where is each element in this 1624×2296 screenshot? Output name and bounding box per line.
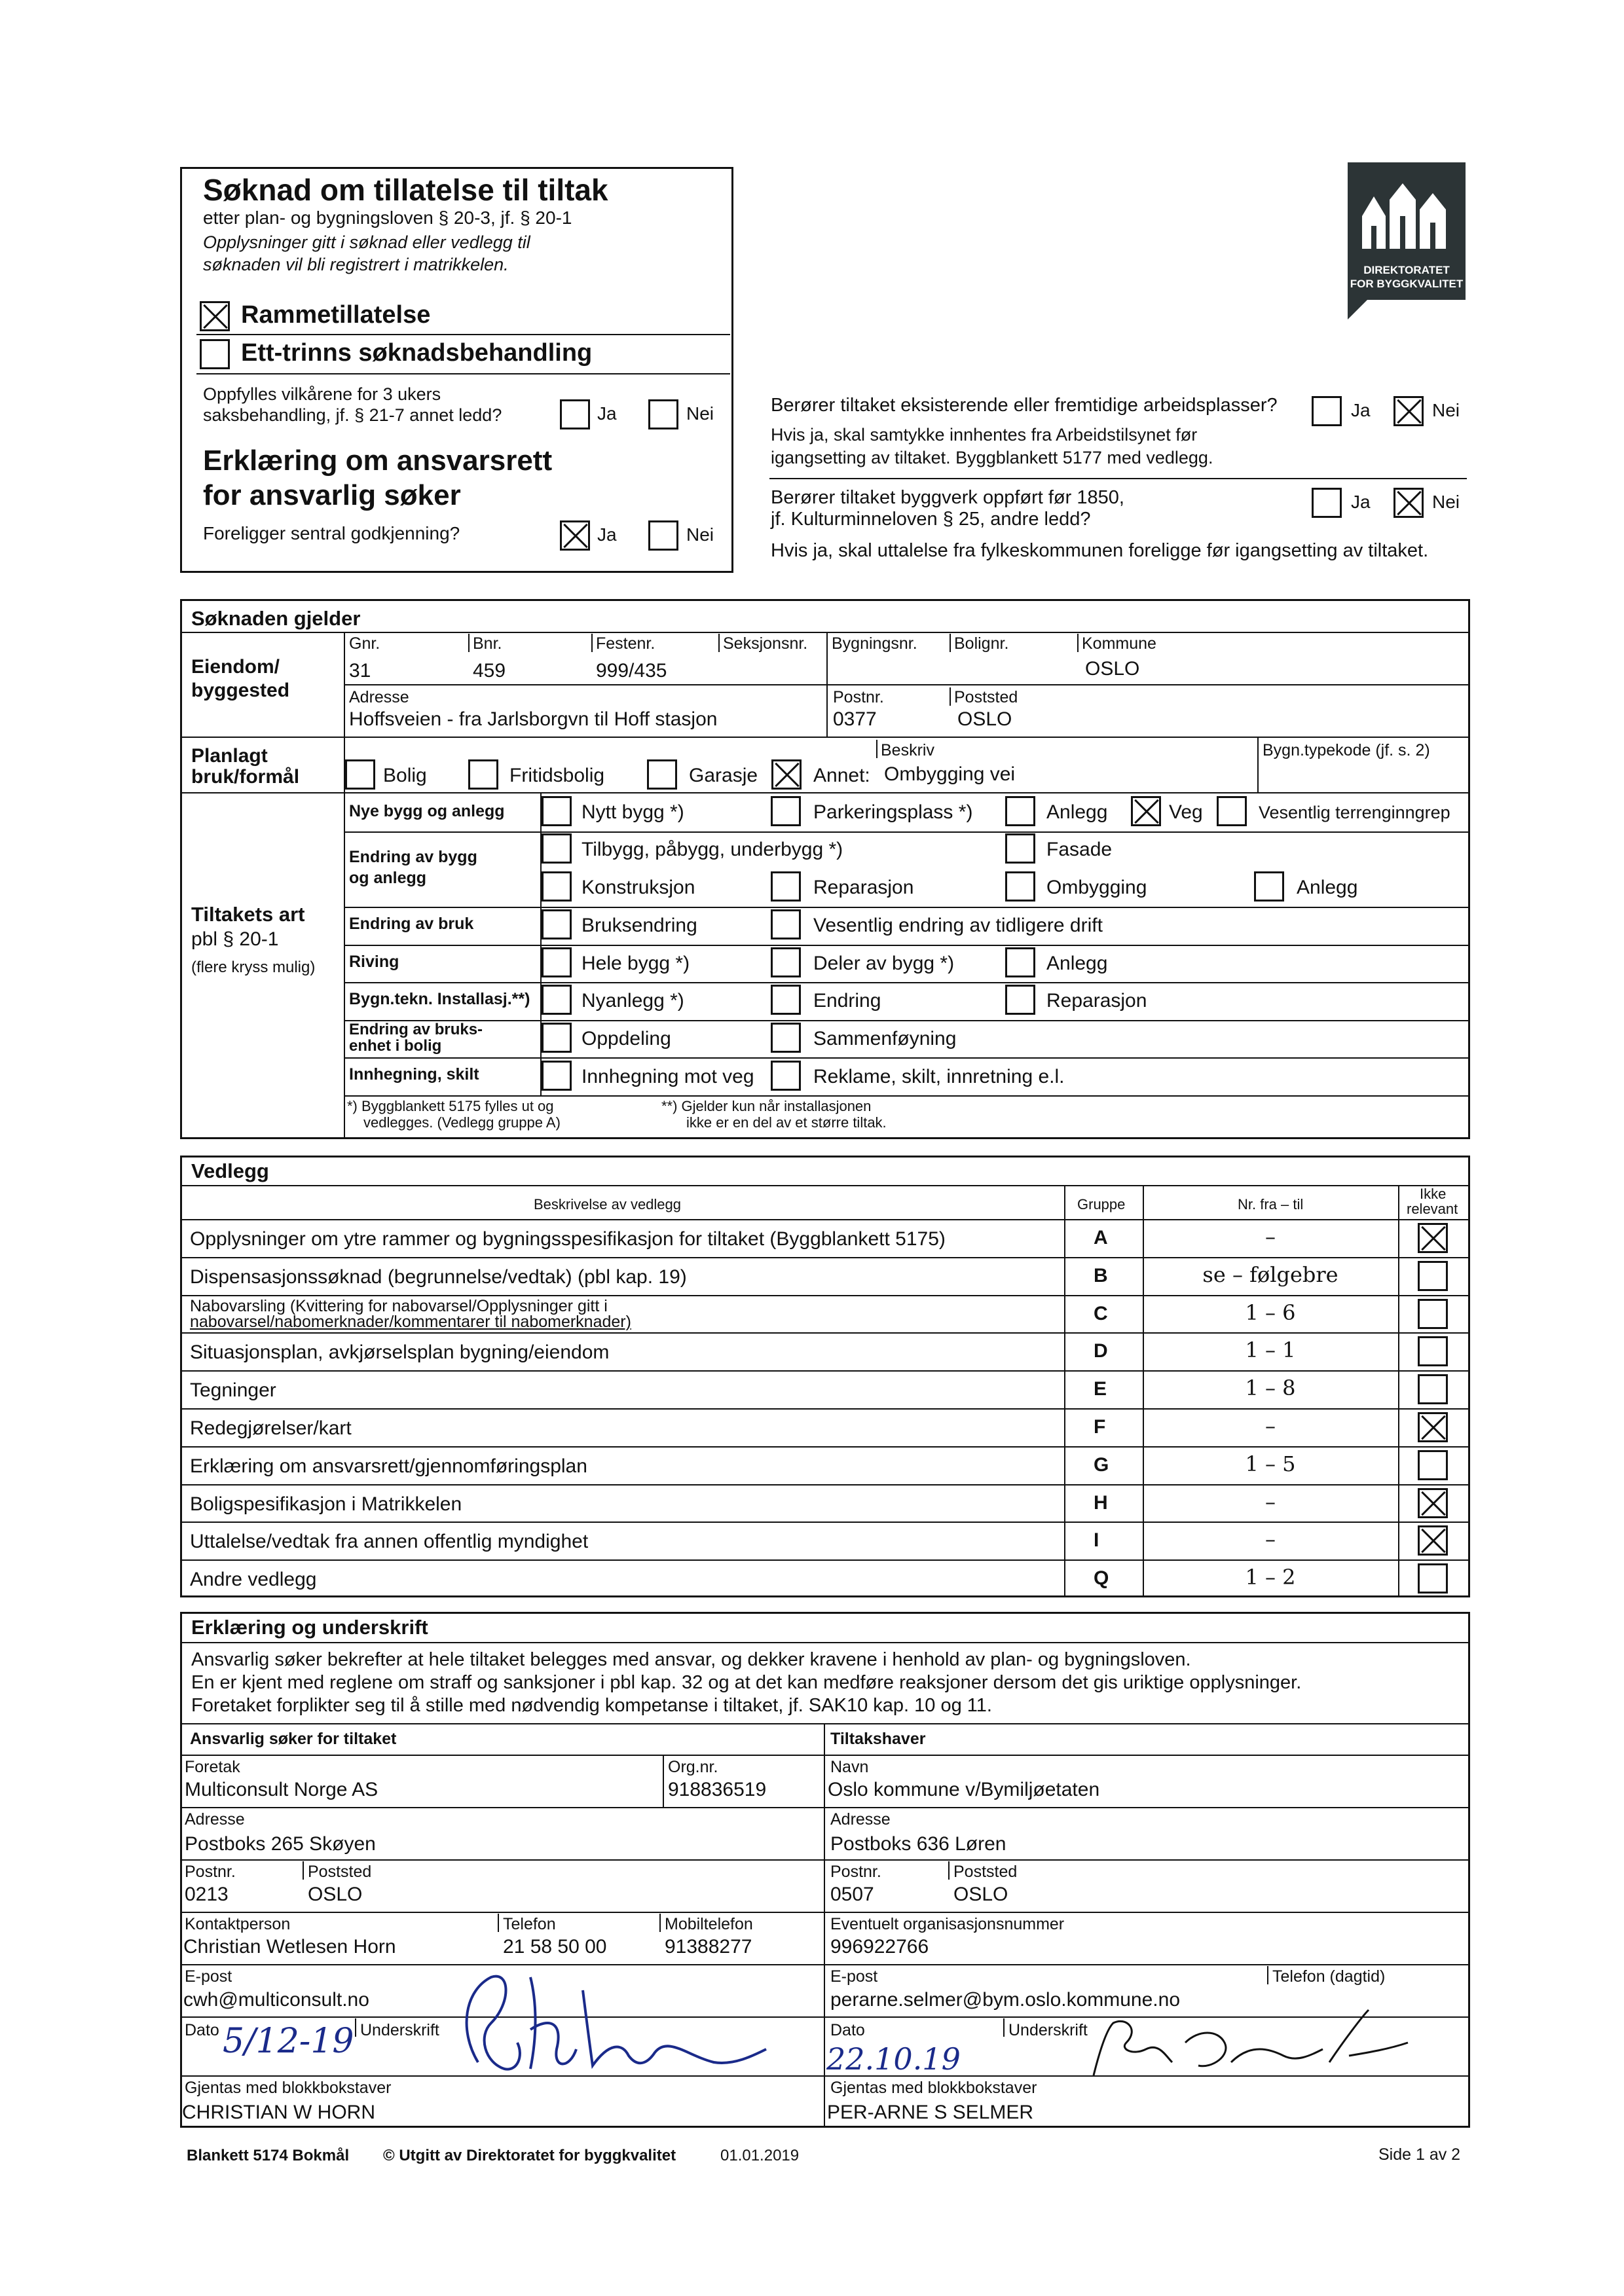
innhegning-veg-checkbox[interactable] bbox=[542, 1061, 572, 1091]
annet-checkbox[interactable] bbox=[771, 759, 802, 790]
vedlegg-nr[interactable]: – bbox=[1265, 1527, 1276, 1552]
byggverk-ja-checkbox[interactable] bbox=[1312, 488, 1342, 518]
garasje-checkbox[interactable] bbox=[647, 759, 677, 790]
row-endring-1: Endring av bygg bbox=[349, 848, 477, 866]
festenr-label: Festenr. bbox=[596, 634, 655, 653]
arbeidsplasser-ja-label: Ja bbox=[1351, 400, 1371, 420]
divider bbox=[769, 478, 1467, 479]
divider bbox=[950, 687, 951, 706]
parkeringsplass-checkbox[interactable] bbox=[771, 796, 801, 826]
soker-heading: Ansvarlig søker for tiltaket bbox=[190, 1730, 397, 1748]
tiltak-footnote-1b: vedlegges. (Vedlegg gruppe A) bbox=[363, 1114, 561, 1131]
planlagt-label-1: Planlagt bbox=[191, 745, 268, 767]
arbeidsplasser-nei-label: Nei bbox=[1432, 400, 1460, 420]
bruksendring-checkbox[interactable] bbox=[542, 909, 572, 939]
sentral-ja-label: Ja bbox=[597, 524, 617, 545]
reparasjon-checkbox[interactable] bbox=[771, 871, 801, 902]
fritidsbolig-label: Fritidsbolig bbox=[509, 765, 605, 786]
fritidsbolig-checkbox[interactable] bbox=[468, 759, 498, 790]
erklaering-text-2: En er kjent med reglene om straff og sanksjoner i pbl kap. 32 og at det kan medføre reaksjoner dersom det gis uriktige opplysninger. bbox=[191, 1672, 1302, 1693]
reklame-checkbox[interactable] bbox=[771, 1061, 801, 1091]
garasje-label: Garasje bbox=[689, 765, 758, 786]
arbeidsplasser-nei-checkbox[interactable] bbox=[1393, 396, 1424, 426]
tiltakshaver-postnr-value[interactable]: 0507 bbox=[830, 1884, 874, 1905]
seksjonsnr-label: Seksjonsnr. bbox=[723, 634, 808, 653]
gnr-value[interactable]: 31 bbox=[349, 660, 371, 682]
telefon-value[interactable]: 21 58 50 00 bbox=[503, 1936, 607, 1958]
tiltakshaver-gjentas-label: Gjentas med blokkbokstaver bbox=[830, 2079, 1037, 2097]
reparasjon-install-label: Reparasjon bbox=[1046, 990, 1147, 1011]
divider bbox=[948, 1861, 950, 1880]
vedlegg-nr[interactable]: 1 – 5 bbox=[1245, 1451, 1296, 1476]
soker-dato-label: Dato bbox=[185, 2021, 219, 2039]
tiltakshaver-epost-label: E-post bbox=[830, 1967, 878, 1986]
tiltak-label-1: Tiltakets art bbox=[191, 903, 305, 926]
tiltak-label-2: pbl § 20-1 bbox=[191, 928, 279, 950]
vilkar-question-1: Oppfylles vilkårene for 3 ukers bbox=[203, 384, 441, 404]
col-nr: Nr. fra – til bbox=[1238, 1196, 1304, 1212]
ett-trinns-label: Ett-trinns søknadsbehandling bbox=[241, 339, 593, 367]
erklaering-title-1: Erklæring om ansvarsrett bbox=[203, 445, 553, 477]
orgnr-value[interactable]: 918836519 bbox=[668, 1779, 767, 1800]
arbeidsplasser-hint-1: Hvis ja, skal samtykke innhentes fra Arbeidstilsynet før bbox=[771, 425, 1198, 445]
col-beskrivelse: Beskrivelse av vedlegg bbox=[534, 1196, 682, 1212]
anlegg-label: Anlegg bbox=[1046, 801, 1108, 823]
konstruksjon-checkbox[interactable] bbox=[542, 871, 572, 902]
poststed-label: Poststed bbox=[954, 688, 1018, 706]
divider bbox=[180, 1807, 1470, 1808]
divider bbox=[344, 632, 345, 1139]
vedlegg-gruppe: Q bbox=[1094, 1567, 1109, 1590]
vedlegg-description: Nabovarsling (Kvittering for nabovarsel/Opplysninger gitt i bbox=[190, 1296, 608, 1315]
anlegg-endring-checkbox[interactable] bbox=[1254, 871, 1284, 902]
divider bbox=[1003, 2018, 1005, 2037]
tiltakshaver-adresse-value[interactable]: Postboks 636 Løren bbox=[830, 1833, 1006, 1855]
ikke-relevant-checkbox[interactable] bbox=[1418, 1223, 1448, 1253]
ikke-relevant-checkbox[interactable] bbox=[1418, 1450, 1448, 1480]
logo-line-2: FOR BYGGKVALITET bbox=[1350, 278, 1464, 290]
divider bbox=[344, 1095, 1470, 1097]
planlagt-label-2: bruk/formål bbox=[191, 766, 300, 788]
ombygging-checkbox[interactable] bbox=[1005, 871, 1035, 902]
tiltakshaver-dato-value[interactable]: 22.10.19 bbox=[826, 2041, 961, 2077]
form-title: Søknad om tillatelse til tiltak bbox=[203, 173, 608, 207]
form-subtitle: etter plan- og bygningsloven § 20-3, jf. § 20-1 bbox=[203, 208, 572, 228]
vedlegg-nr[interactable]: 1 – 8 bbox=[1245, 1376, 1296, 1401]
divider bbox=[180, 1332, 1470, 1334]
vedlegg-gruppe: I bbox=[1094, 1529, 1099, 1552]
nyanlegg-label: Nyanlegg *) bbox=[581, 990, 684, 1011]
vedlegg-gruppe: A bbox=[1094, 1227, 1108, 1248]
row-bruksenhet-2: enhet i bolig bbox=[349, 1037, 442, 1055]
sentral-nei-checkbox[interactable] bbox=[648, 520, 678, 551]
ikke-relevant-checkbox[interactable] bbox=[1418, 1299, 1448, 1329]
oppdeling-checkbox[interactable] bbox=[542, 1023, 572, 1053]
divider bbox=[180, 1723, 1470, 1724]
vedlegg-description: Boligspesifikasjon i Matrikkelen bbox=[190, 1493, 462, 1515]
divider bbox=[180, 1964, 1470, 1965]
logo-line-1: DIREKTORATET bbox=[1363, 264, 1450, 276]
bolig-checkbox[interactable] bbox=[345, 759, 375, 790]
vesentlig-endring-label: Vesentlig endring av tidligere drift bbox=[813, 915, 1103, 936]
bygningsnr-label: Bygningsnr. bbox=[832, 634, 917, 653]
tiltak-label-3: (flere kryss mulig) bbox=[191, 958, 316, 976]
row-nye: Nye bygg og anlegg bbox=[349, 802, 505, 820]
divider bbox=[180, 1257, 1470, 1258]
anlegg-riving-checkbox[interactable] bbox=[1005, 947, 1035, 977]
divider bbox=[1267, 1966, 1268, 1984]
divider bbox=[355, 2018, 356, 2037]
orgnr-label: Org.nr. bbox=[668, 1758, 718, 1776]
soknad-heading: Søknaden gjelder bbox=[191, 607, 361, 630]
byggverk-question-1: Berører tiltaket byggverk oppført før 1850, bbox=[771, 487, 1124, 508]
vilkar-ja-checkbox[interactable] bbox=[560, 399, 590, 429]
byggverk-nei-checkbox[interactable] bbox=[1393, 488, 1424, 518]
divider bbox=[180, 737, 1470, 738]
tiltak-footnote-2a: **) Gjelder kun når installasjonen bbox=[661, 1098, 872, 1114]
col-gruppe: Gruppe bbox=[1077, 1196, 1126, 1212]
vedlegg-nr[interactable]: – bbox=[1265, 1413, 1276, 1438]
soker-underskrift-label: Underskrift bbox=[360, 2021, 439, 2039]
divider bbox=[344, 982, 1470, 983]
org-label: Eventuelt organisasjonsnummer bbox=[830, 1915, 1065, 1933]
divider bbox=[950, 634, 951, 652]
ett-trinns-checkbox[interactable] bbox=[200, 339, 230, 369]
divider bbox=[180, 1219, 1470, 1220]
deler-bygg-checkbox[interactable] bbox=[771, 947, 801, 977]
divider bbox=[498, 1914, 499, 1932]
form-note-1: Opplysninger gitt i søknad eller vedlegg til bbox=[203, 232, 530, 252]
divider bbox=[659, 1914, 661, 1932]
ikke-relevant-checkbox[interactable] bbox=[1418, 1525, 1448, 1556]
reklame-label: Reklame, skilt, innretning e.l. bbox=[813, 1066, 1065, 1087]
bolignr-label: Bolignr. bbox=[954, 634, 1009, 653]
bygntypekode-label: Bygn.typekode (jf. s. 2) bbox=[1263, 741, 1430, 759]
dibk-logo bbox=[1348, 162, 1466, 300]
tiltak-footnote-1a: *) Byggblankett 5175 fylles ut og bbox=[347, 1098, 554, 1114]
bnr-label: Bnr. bbox=[473, 634, 502, 653]
vedlegg-gruppe: H bbox=[1094, 1491, 1108, 1514]
divider bbox=[180, 1912, 1470, 1913]
divider bbox=[180, 1446, 1470, 1448]
col-ikke-relevant-1: Ikke bbox=[1420, 1186, 1447, 1202]
erklaering-text-3: Foretaket forplikter seg til å stille med nødvendig kompetanse i tiltaket, jf. SAK10 kap. 10 og 11. bbox=[191, 1695, 992, 1716]
divider bbox=[344, 684, 1470, 685]
ikke-relevant-checkbox[interactable] bbox=[1418, 1374, 1448, 1404]
postnr-label: Postnr. bbox=[833, 688, 884, 706]
eiendom-label-1: Eiendom/ bbox=[191, 656, 280, 678]
vedlegg-gruppe: F bbox=[1094, 1416, 1106, 1438]
divider bbox=[180, 1859, 1470, 1861]
vedlegg-nr[interactable]: 1 – 6 bbox=[1245, 1300, 1296, 1325]
divider bbox=[180, 1484, 1470, 1485]
kommune-label: Kommune bbox=[1082, 634, 1156, 653]
hele-bygg-checkbox[interactable] bbox=[542, 947, 572, 977]
vedlegg-gruppe: G bbox=[1094, 1453, 1109, 1476]
reparasjon-label: Reparasjon bbox=[813, 877, 914, 898]
foretak-label: Foretak bbox=[185, 1758, 240, 1776]
anlegg-endring-label: Anlegg bbox=[1297, 877, 1358, 898]
erklaering-title-2: for ansvarlig søker bbox=[203, 479, 461, 511]
divider bbox=[344, 831, 1470, 833]
tiltakshaver-adresse-label: Adresse bbox=[830, 1810, 891, 1829]
beskriv-label: Beskriv bbox=[881, 741, 934, 759]
sammenfoyning-label: Sammenføyning bbox=[813, 1028, 957, 1049]
tiltakshaver-underskrift-label: Underskrift bbox=[1008, 2021, 1088, 2039]
arbeidsplasser-ja-checkbox[interactable] bbox=[1312, 396, 1342, 426]
soker-epost-value[interactable]: cwh@multiconsult.no bbox=[183, 1989, 369, 2011]
vilkar-question-2: saksbehandling, jf. § 21-7 annet ledd? bbox=[203, 405, 502, 425]
tiltakshaver-poststed-value[interactable]: OSLO bbox=[953, 1884, 1008, 1905]
ikke-relevant-checkbox[interactable] bbox=[1418, 1336, 1448, 1366]
tiltakshaver-dato-label: Dato bbox=[830, 2021, 865, 2039]
veg-checkbox[interactable] bbox=[1131, 796, 1161, 826]
divider bbox=[303, 1861, 304, 1880]
org-value[interactable]: 996922766 bbox=[830, 1936, 929, 1958]
divider bbox=[1064, 1185, 1065, 1597]
tiltakshaver-heading: Tiltakshaver bbox=[830, 1730, 926, 1748]
row-endring-2: og anlegg bbox=[349, 869, 427, 887]
soker-postnr-value[interactable]: 0213 bbox=[185, 1884, 229, 1905]
erklaering-text-1: Ansvarlig søker bekrefter at hele tiltaket belegges med ansvar, og dekker kravene i henhold av plan- og bygningsloven. bbox=[191, 1649, 1191, 1670]
divider bbox=[826, 632, 828, 737]
vedlegg-description: Tegninger bbox=[190, 1379, 276, 1402]
row-innhegning: Innhegning, skilt bbox=[349, 1065, 479, 1084]
row-bruksenhet-1: Endring av bruks- bbox=[349, 1021, 483, 1038]
soker-epost-label: E-post bbox=[185, 1967, 232, 1986]
byggverk-question-2: jf. Kulturminneloven § 25, andre ledd? bbox=[771, 509, 1091, 530]
divider bbox=[180, 1642, 1470, 1643]
endring-checkbox[interactable] bbox=[771, 985, 801, 1015]
tilbygg-label: Tilbygg, påbygg, underbygg *) bbox=[581, 839, 843, 860]
byggverk-hint: Hvis ja, skal uttalelse fra fylkeskommunen foreligge før igangsetting av tiltaket. bbox=[771, 540, 1429, 561]
vedlegg-description: Situasjonsplan, avkjørselsplan bygning/eiendom bbox=[190, 1341, 610, 1364]
vedlegg-gruppe: C bbox=[1094, 1302, 1108, 1324]
rammetillatelse-label: Rammetillatelse bbox=[241, 301, 431, 329]
soker-gjentas-label: Gjentas med blokkbokstaver bbox=[185, 2079, 392, 2097]
soker-postnr-label: Postnr. bbox=[185, 1863, 236, 1881]
divider bbox=[824, 1723, 825, 2128]
poststed-value[interactable]: OSLO bbox=[957, 708, 1012, 730]
ikke-relevant-checkbox[interactable] bbox=[1418, 1412, 1448, 1442]
endring-label: Endring bbox=[813, 990, 881, 1011]
divider bbox=[344, 945, 1470, 946]
innhegning-veg-label: Innhegning mot veg bbox=[581, 1066, 754, 1087]
nyanlegg-checkbox[interactable] bbox=[542, 985, 572, 1015]
telefon-label: Telefon bbox=[503, 1915, 556, 1933]
festenr-value[interactable]: 999/435 bbox=[596, 660, 667, 682]
eiendom-label-2: byggested bbox=[191, 680, 290, 701]
tilbygg-checkbox[interactable] bbox=[542, 833, 572, 864]
postnr-value[interactable]: 0377 bbox=[833, 708, 877, 730]
divider bbox=[1257, 737, 1259, 792]
soker-poststed-value[interactable]: OSLO bbox=[308, 1884, 363, 1905]
vilkar-ja-label: Ja bbox=[597, 403, 617, 424]
bnr-value[interactable]: 459 bbox=[473, 660, 506, 682]
arbeidsplasser-question: Berører tiltaket eksisterende eller fremtidige arbeidsplasser? bbox=[771, 395, 1278, 416]
oppdeling-label: Oppdeling bbox=[581, 1028, 671, 1049]
ombygging-label: Ombygging bbox=[1046, 877, 1147, 898]
soker-dato-value[interactable]: 5/12-19 bbox=[223, 2022, 354, 2061]
divider bbox=[180, 1559, 1470, 1561]
tiltakshaver-poststed-label: Poststed bbox=[953, 1863, 1018, 1881]
ikke-relevant-checkbox[interactable] bbox=[1418, 1261, 1448, 1291]
divider bbox=[180, 1185, 1470, 1186]
divider bbox=[180, 1370, 1470, 1372]
vedlegg-description: Opplysninger om ytre rammer og bygningsspesifikasjon for tiltaket (Byggblankett 5175) bbox=[190, 1228, 946, 1250]
anlegg-checkbox[interactable] bbox=[1005, 796, 1035, 826]
tiltak-footnote-2b: ikke er en del av et større tiltak. bbox=[686, 1114, 887, 1131]
divider bbox=[344, 1057, 1470, 1059]
navn-value[interactable]: Oslo kommune v/Bymiljøetaten bbox=[828, 1779, 1100, 1800]
byggverk-ja-label: Ja bbox=[1351, 492, 1371, 512]
erklaering-heading: Erklæring og underskrift bbox=[191, 1616, 428, 1639]
divider bbox=[180, 1522, 1470, 1523]
vedlegg-description: Redegjørelser/kart bbox=[190, 1417, 352, 1439]
tiltakshaver-signature bbox=[1074, 2003, 1414, 2088]
divider bbox=[180, 1408, 1470, 1410]
parkeringsplass-label: Parkeringsplass *) bbox=[813, 801, 973, 823]
soker-blokk-value[interactable]: CHRISTIAN W HORN bbox=[182, 2102, 375, 2123]
vedlegg-description: Erklæring om ansvarsrett/gjennomføringsplan bbox=[190, 1455, 587, 1477]
soker-poststed-label: Poststed bbox=[308, 1863, 372, 1881]
terrenginngrep-label: Vesentlig terrenginngrep bbox=[1259, 803, 1450, 822]
konstruksjon-label: Konstruksjon bbox=[581, 877, 695, 898]
tiltakshaver-blokk-value[interactable]: PER-ARNE S SELMER bbox=[827, 2102, 1034, 2123]
divider bbox=[180, 1295, 1470, 1296]
divider bbox=[718, 634, 720, 652]
soker-adresse-value[interactable]: Postboks 265 Skøyen bbox=[185, 1833, 376, 1855]
divider bbox=[591, 634, 593, 652]
divider bbox=[468, 634, 470, 652]
vedlegg-description: Dispensasjonssøknad (begrunnelse/vedtak) (pbl kap. 19) bbox=[190, 1266, 687, 1288]
divider bbox=[1077, 634, 1079, 652]
gnr-label: Gnr. bbox=[349, 634, 380, 653]
vedlegg-gruppe: B bbox=[1094, 1264, 1108, 1286]
bolig-label: Bolig bbox=[383, 765, 427, 786]
vedlegg-nr[interactable]: 1 – 1 bbox=[1245, 1338, 1296, 1363]
vedlegg-nr[interactable]: se – følgebre bbox=[1202, 1262, 1338, 1287]
divider bbox=[180, 1755, 1470, 1756]
soker-adresse-label: Adresse bbox=[185, 1810, 245, 1829]
divider bbox=[1398, 1185, 1399, 1597]
vedlegg-gruppe: E bbox=[1094, 1378, 1107, 1400]
soker-signature bbox=[452, 1964, 779, 2082]
row-bruk: Endring av bruk bbox=[349, 915, 474, 933]
divider bbox=[344, 1020, 1470, 1021]
divider bbox=[663, 1755, 664, 1807]
divider bbox=[876, 740, 877, 758]
sentral-question: Foreligger sentral godkjenning? bbox=[203, 523, 460, 543]
divider bbox=[180, 792, 1470, 793]
sammenfoyning-checkbox[interactable] bbox=[771, 1023, 801, 1053]
terrenginngrep-checkbox[interactable] bbox=[1217, 796, 1247, 826]
kommune-value[interactable]: OSLO bbox=[1085, 658, 1140, 680]
ikke-relevant-checkbox[interactable] bbox=[1418, 1563, 1448, 1594]
ikke-relevant-checkbox[interactable] bbox=[1418, 1488, 1448, 1518]
vilkar-nei-label: Nei bbox=[686, 403, 714, 424]
vilkar-nei-checkbox[interactable] bbox=[648, 399, 678, 429]
kontakt-value[interactable]: Christian Wetlesen Horn bbox=[183, 1936, 396, 1958]
logo-corner bbox=[1348, 300, 1367, 319]
byggverk-nei-label: Nei bbox=[1432, 492, 1460, 512]
navn-label: Navn bbox=[830, 1758, 869, 1776]
form-note-2: søknaden vil bli registrert i matrikkelen. bbox=[203, 255, 509, 274]
vedlegg-description: nabovarsel/nabomerknader/kommentarer til nabomerknader) bbox=[190, 1312, 631, 1331]
annet-value[interactable]: Ombygging vei bbox=[884, 763, 1016, 785]
footer-blankett: Blankett 5174 Bokmål bbox=[187, 2147, 350, 2164]
rammetillatelse-checkbox[interactable] bbox=[200, 301, 230, 331]
vedlegg-gruppe: D bbox=[1094, 1340, 1108, 1362]
footer-utgitt: © Utgitt av Direktoratet for byggkvalitet bbox=[383, 2147, 676, 2164]
foretak-value[interactable]: Multiconsult Norge AS bbox=[185, 1779, 378, 1800]
telefon-dagtid-label: Telefon (dagtid) bbox=[1272, 1967, 1386, 1986]
sentral-nei-label: Nei bbox=[686, 524, 714, 545]
sentral-ja-checkbox[interactable] bbox=[560, 520, 590, 551]
adresse-label: Adresse bbox=[349, 688, 409, 706]
vedlegg-nr[interactable]: – bbox=[1265, 1489, 1276, 1514]
veg-label: Veg bbox=[1169, 801, 1203, 823]
anlegg-riving-label: Anlegg bbox=[1046, 953, 1108, 974]
divider bbox=[180, 632, 1470, 633]
col-ikke-relevant-2: relevant bbox=[1407, 1201, 1458, 1217]
divider bbox=[344, 907, 1470, 908]
vedlegg-description: Andre vedlegg bbox=[190, 1569, 317, 1591]
footer-page: Side 1 av 2 bbox=[1378, 2145, 1461, 2164]
adresse-value[interactable]: Hoffsveien - fra Jarlsborgvn til Hoff stasjon bbox=[349, 708, 718, 730]
hele-bygg-label: Hele bygg *) bbox=[581, 953, 690, 974]
fasade-checkbox[interactable] bbox=[1005, 833, 1035, 864]
row-bygntekn: Bygn.tekn. Installasj.**) bbox=[349, 990, 530, 1008]
reparasjon-install-checkbox[interactable] bbox=[1005, 985, 1035, 1015]
tiltakshaver-postnr-label: Postnr. bbox=[830, 1863, 881, 1881]
annet-label: Annet: bbox=[813, 765, 870, 786]
nytt-bygg-checkbox[interactable] bbox=[542, 796, 572, 826]
fasade-label: Fasade bbox=[1046, 839, 1113, 860]
arbeidsplasser-hint-2: igangsetting av tiltaket. Byggblankett 5177 med vedlegg. bbox=[771, 448, 1213, 467]
divider bbox=[196, 373, 730, 374]
vedlegg-nr[interactable]: – bbox=[1265, 1224, 1276, 1249]
bruksendring-label: Bruksendring bbox=[581, 915, 697, 936]
kontakt-label: Kontaktperson bbox=[185, 1915, 291, 1933]
vedlegg-nr[interactable]: 1 – 2 bbox=[1245, 1565, 1296, 1590]
row-riving: Riving bbox=[349, 953, 399, 971]
divider bbox=[196, 334, 730, 335]
dibk-logo-icon bbox=[1348, 170, 1466, 255]
vesentlig-endring-checkbox[interactable] bbox=[771, 909, 801, 939]
vedlegg-heading: Vedlegg bbox=[191, 1159, 269, 1182]
mobil-value[interactable]: 91388277 bbox=[665, 1936, 752, 1958]
deler-bygg-label: Deler av bygg *) bbox=[813, 953, 955, 974]
footer-date: 01.01.2019 bbox=[720, 2147, 800, 2164]
nytt-bygg-label: Nytt bygg *) bbox=[581, 801, 684, 823]
tiltakshaver-epost-value[interactable]: perarne.selmer@bym.oslo.kommune.no bbox=[830, 1989, 1181, 2011]
mobil-label: Mobiltelefon bbox=[665, 1915, 753, 1933]
vedlegg-description: Uttalelse/vedtak fra annen offentlig myndighet bbox=[190, 1531, 589, 1553]
